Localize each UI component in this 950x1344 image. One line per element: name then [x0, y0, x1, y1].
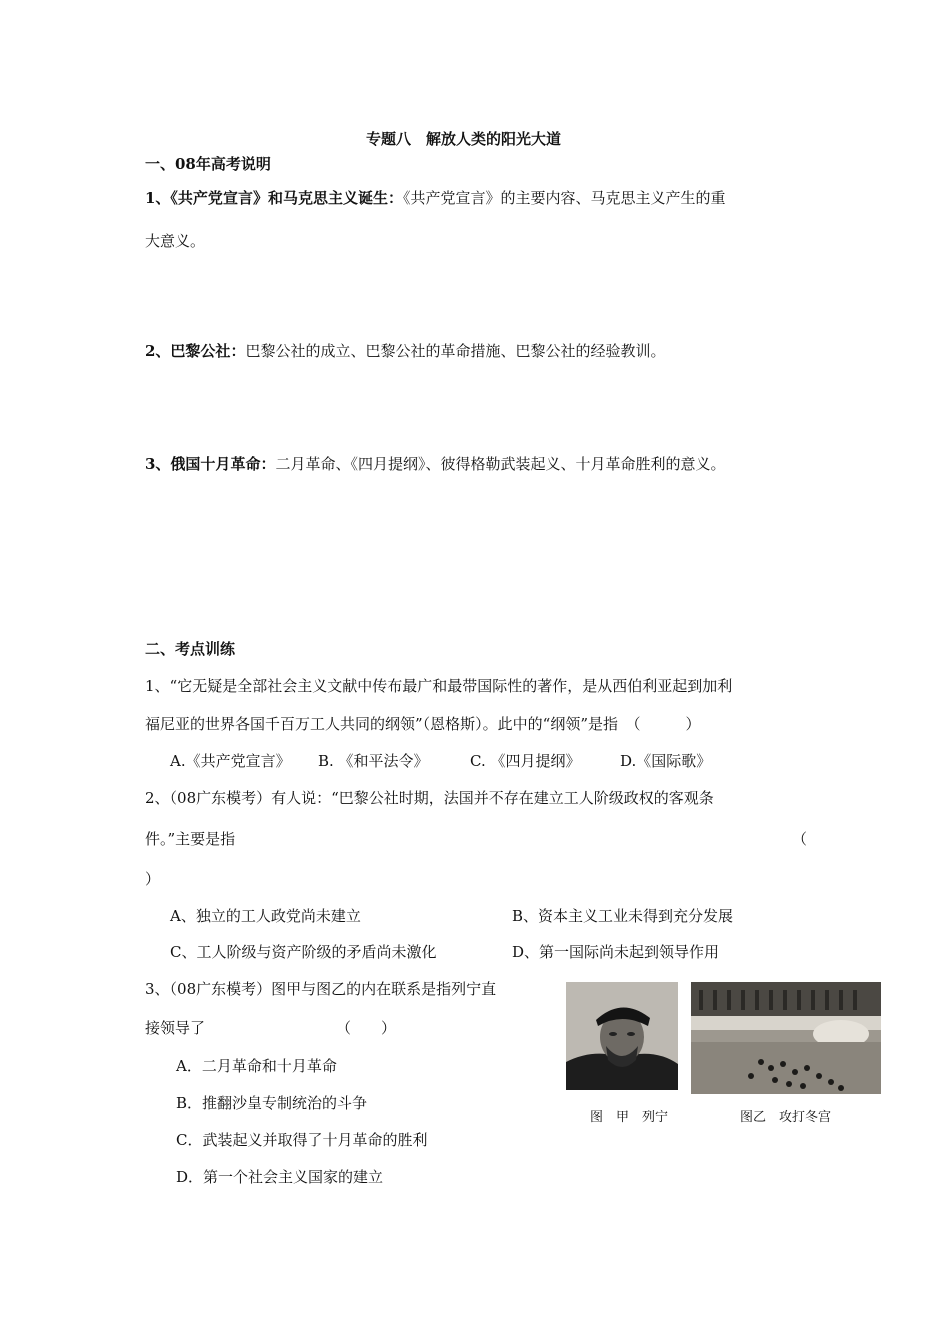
q3-option-c: C．武装起义并取得了十月革命的胜利	[176, 1131, 428, 1149]
q1-line1: 1、“它无疑是全部社会主义文献中传布最广和最带国际性的著作，是从西伯利亚起到加利	[145, 677, 733, 695]
section2-heading: 二、考点训练	[145, 640, 236, 658]
winter-palace-photo	[691, 982, 881, 1094]
q3-option-d: D．第一个社会主义国家的建立	[176, 1168, 384, 1186]
q1-option-a: A.《共产党宣言》	[170, 752, 291, 770]
item1-line2: 大意义。	[145, 232, 206, 250]
item1-label: 1、《共产党宣言》和马克思主义诞生：	[145, 189, 403, 207]
page-title: 专题八 解放人类的阳光大道	[366, 130, 562, 148]
q1-option-d: D.《国际歌》	[620, 752, 712, 770]
item1-text: 《共产党宣言》的主要内容、马克思主义产生的重	[402, 189, 726, 207]
q1-line2: 福尼亚的世界各国千百万工人共同的纲领”（恩格斯）。此中的“纲领”是指 （ ）	[145, 715, 701, 733]
q1-option-c: C. 《四月提纲》	[470, 752, 581, 770]
q2-option-d: D、第一国际尚未起到领导作用	[512, 943, 720, 961]
item1-line1	[145, 187, 725, 208]
section1-heading: 一、08年高考说明	[145, 155, 271, 173]
q3-line2: 接领导了	[145, 1019, 206, 1037]
q2-paren-close: ）	[145, 870, 161, 888]
q2-line2: 件。”主要是指	[145, 830, 236, 848]
q1-option-b: B. 《和平法令》	[318, 752, 429, 770]
item3	[145, 453, 725, 474]
q2-line1: 2、（08广东模考）有人说：“巴黎公社时期，法国并不存在建立工人阶级政权的客观条	[145, 789, 714, 807]
q2-paren-open: （	[792, 830, 808, 848]
item2-label: 2、巴黎公社：	[145, 342, 246, 360]
item2	[145, 340, 665, 361]
q2-option-b: B、资本主义工业未得到充分发展	[512, 907, 734, 925]
q3-option-a: A．二月革命和十月革命	[176, 1057, 337, 1075]
lenin-photo	[566, 982, 678, 1090]
item2-text: 巴黎公社的成立、巴黎公社的革命措施、巴黎公社的经验教训。	[245, 342, 666, 360]
caption-right: 图乙 攻打冬宫	[740, 1110, 832, 1125]
item3-label: 3、俄国十月革命：	[145, 455, 276, 473]
q2-option-c: C、工人阶级与资产阶级的矛盾尚未激化	[170, 943, 437, 961]
q3-option-b: B．推翻沙皇专制统治的斗争	[176, 1094, 368, 1112]
q2-option-a: A、独立的工人政党尚未建立	[170, 907, 361, 925]
item3-text: 二月革命、《四月提纲》、彼得格勒武装起义、十月革命胜利的意义。	[275, 455, 726, 473]
q3-line1: 3、（08广东模考）图甲与图乙的内在联系是指列宁直	[145, 980, 497, 998]
caption-left: 图 甲 列宁	[590, 1110, 669, 1125]
q3-paren: （ ）	[336, 1019, 397, 1037]
